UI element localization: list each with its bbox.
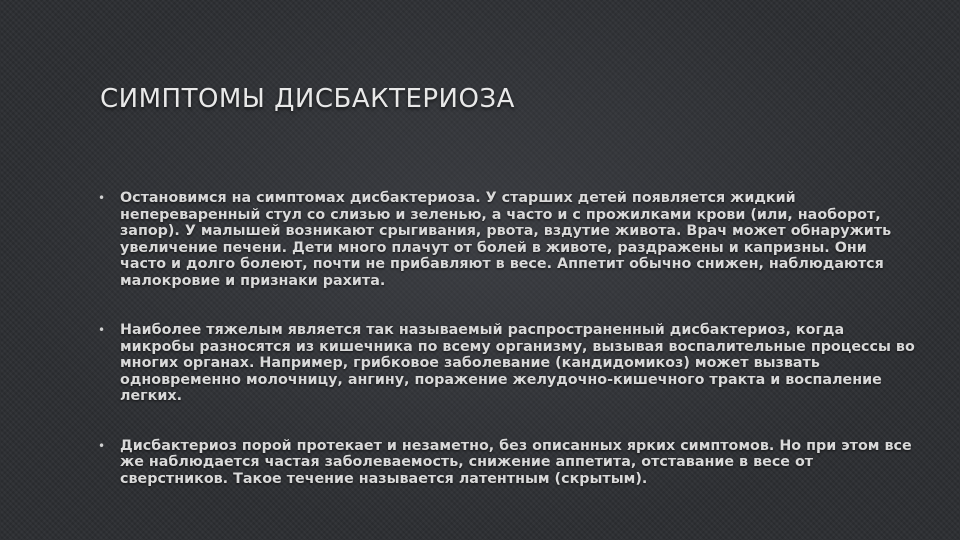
slide-title: СИМПТОМЫ ДИСБАКТЕРИОЗА xyxy=(100,84,515,114)
bullet-item xyxy=(96,322,916,405)
bullet-item xyxy=(96,438,916,488)
bullet-text: Наиболее тяжелым является так называемый распространенный дисбактериоз, когда микробы разносятся из кишечника по всему организму, вызывая воспалительные процессы во многих органах. Например, грибковое заболевание (кандидомикоз) может вызвать одновременно молочницу, ангину, поражение желудочно-кишечного тракта и воспаление легких. xyxy=(120,322,915,404)
bullet-marker: • xyxy=(98,438,106,453)
bullet-item xyxy=(96,190,916,289)
bullet-text: Остановимся на симптомах дисбактериоза. У старших детей появляется жидкий непереваренный стул со слизью и зеленью, а часто и с прожилками крови (или, наоборот, запор). У малышей возникают срыгивания, рвота, вздутие живота. Врач может обнаружить увеличение печени. Дети много плачут от болей в животе, раздражены и капризны. Они часто и долго болеют, почти не прибавляют в весе. Аппетит обычно снижен, наблюдаются малокровие и признаки рахита. xyxy=(120,190,892,289)
bullet-marker: • xyxy=(98,323,106,337)
bullet-text: Дисбактериоз порой протекает и незаметно, без описанных ярких симптомов. Но при этом все же наблюдается частая заболеваемость, снижение аппетита, отставание в весе от сверстников. Такое течение называется латентным (скрытым). xyxy=(120,437,912,487)
bullet-list xyxy=(96,190,916,520)
bullet-marker: • xyxy=(98,191,106,205)
